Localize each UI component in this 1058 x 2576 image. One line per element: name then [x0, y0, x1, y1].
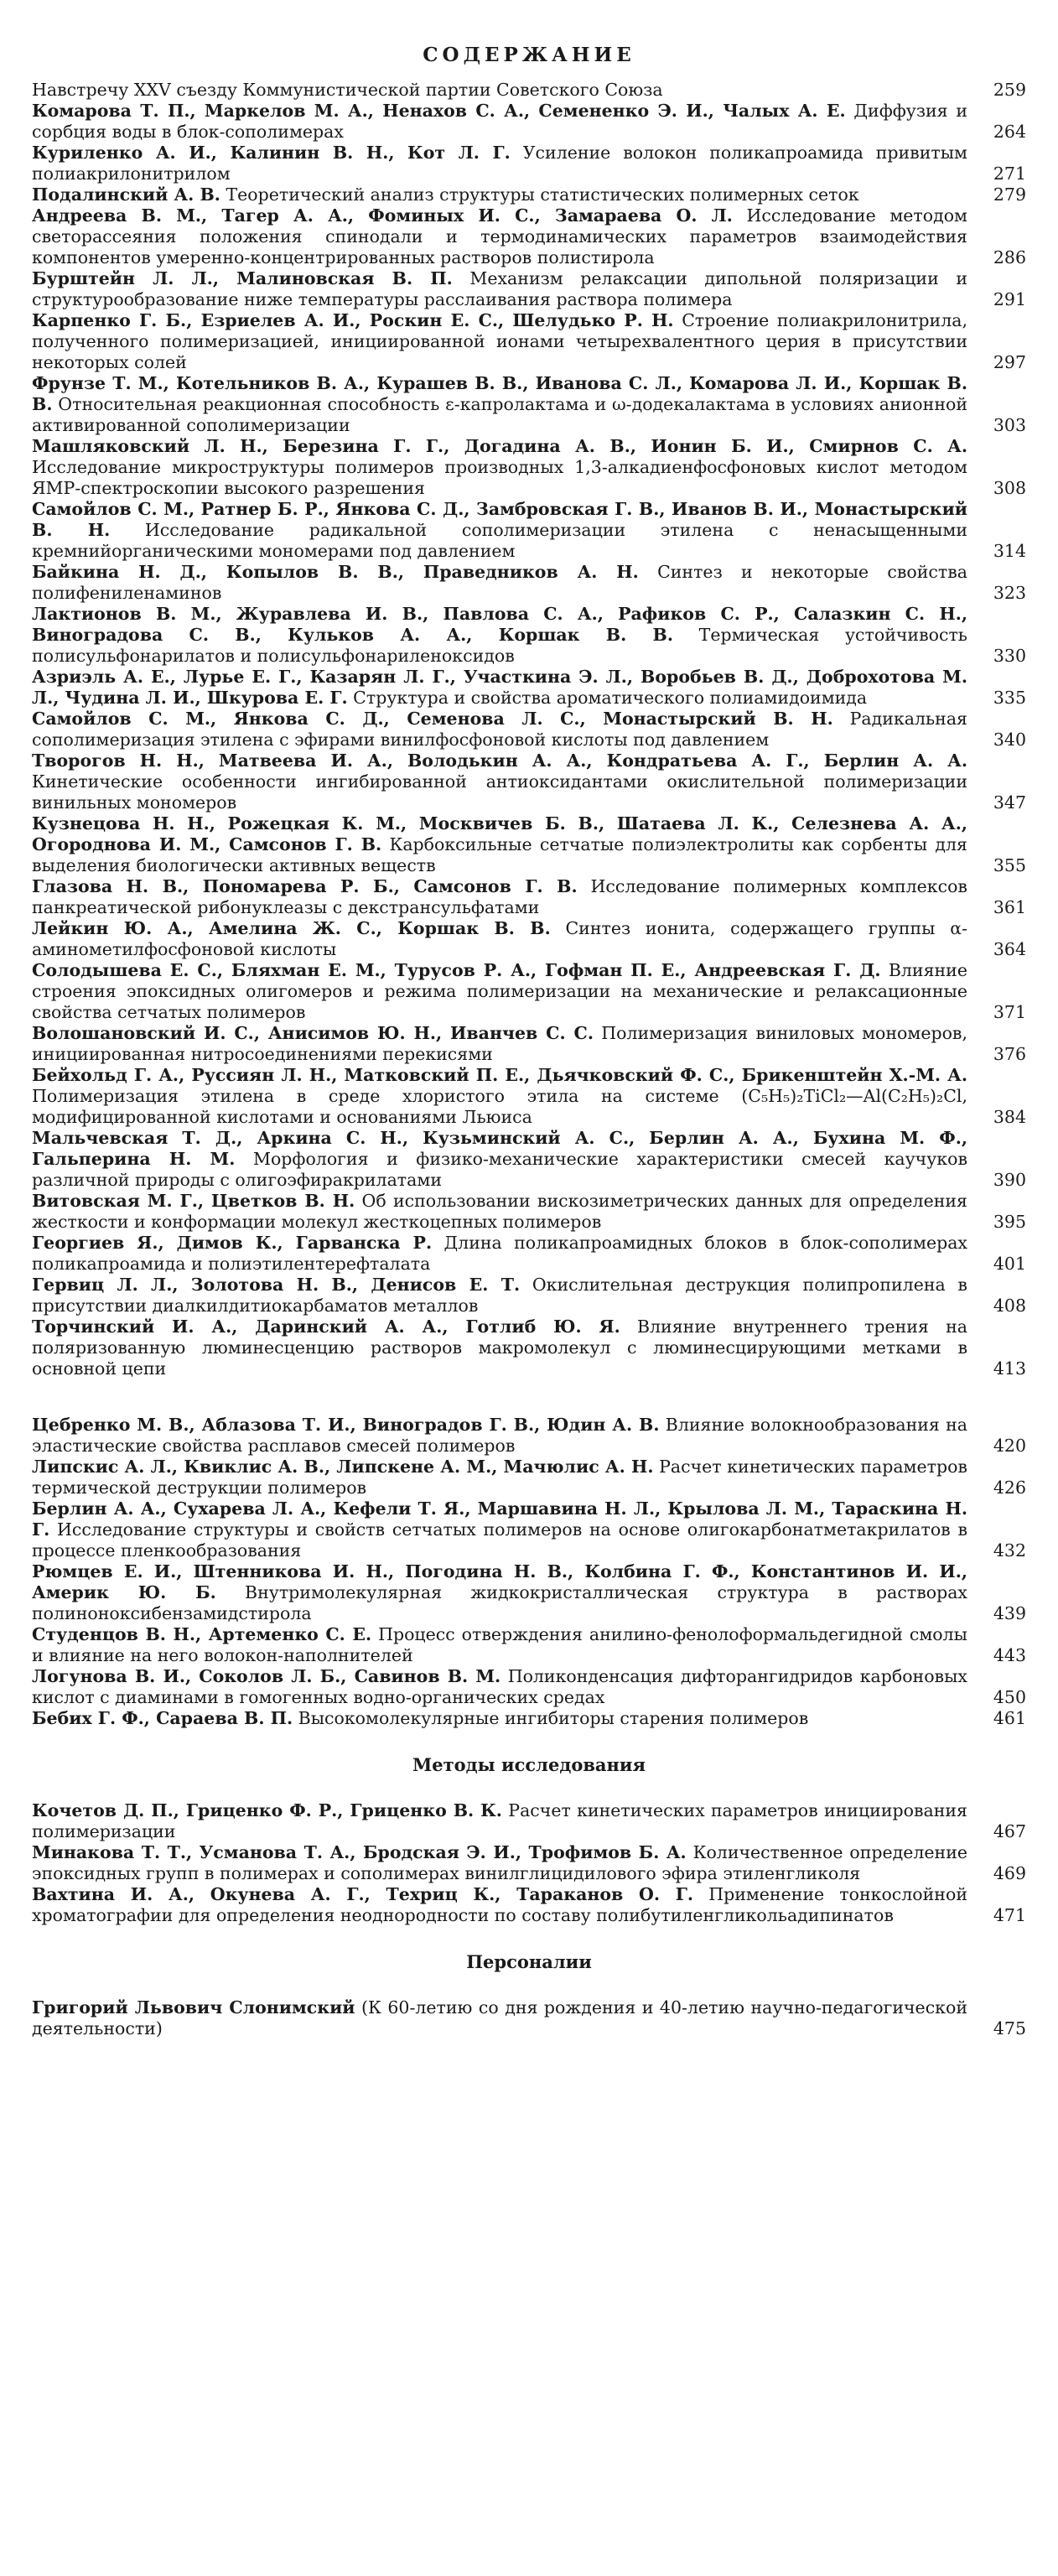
- toc-entry[interactable]: [32, 101, 1026, 143]
- entry-page: 467: [993, 1821, 1026, 1841]
- entry-page: 271: [993, 164, 1026, 184]
- entry-authors: Берлин А. А., Сухарева Л. А., Кефели Т. Я., Маршавина Н. Л., Крылова Л. М., Тараскина Н. Г.: [32, 1498, 967, 1540]
- entry-title: Количественное определение эпоксидных групп в полимерах и сополимерах винилглицидилового эфира этиленгликоля: [32, 1842, 967, 1883]
- entry-title: Полимеризация этилена в среде хлористого этила на системе (C₅H₅)₂TiCl₂—Al(C₂H₅)₂Cl, модифицированной кислотами и основаниями Льюиса: [32, 1086, 967, 1127]
- entry-title: Исследование радикальной сополимеризации этилена с ненасыщенными кремнийорганическими мономерами под давлением: [32, 520, 967, 561]
- toc-entry[interactable]: [32, 1275, 1026, 1317]
- entry-title: Влияние внутреннего трения на поляризованную люминесценцию растворов макромолекул с люминесцирующими метками в основной цепи: [32, 1317, 967, 1379]
- entry-authors: Торчинский И. А., Даринский А. А., Готлиб Ю. Я.: [32, 1317, 620, 1337]
- entry-page: 308: [993, 478, 1026, 498]
- entry-page: 286: [993, 247, 1026, 267]
- toc-entry[interactable]: [32, 268, 1026, 310]
- entry-title: Навстречу XXV съезду Коммунистической партии Советского Союза: [32, 80, 663, 100]
- entry-page: 413: [993, 1358, 1026, 1379]
- toc-entry[interactable]: [32, 1800, 1026, 1842]
- entry-authors: Самойлов С. М., Ратнер Б. Р., Янкова С. Д., Замбровская Г. В., Иванов В. И., Монастырский В. Н.: [32, 499, 967, 540]
- toc-entry[interactable]: [32, 960, 1026, 1023]
- entry-title: Полимеризация виниловых мономеров, инициированная нитросоединениями перекисями: [32, 1023, 967, 1064]
- entry-title: Влияние волокнообразования на эластические свойства расплавов смесей полимеров: [32, 1415, 967, 1456]
- entry-authors: Бейхольд Г. А., Руссиян Л. Н., Матковский П. Е., Дьячковский Ф. С., Брикенштейн Х.-М. А.: [32, 1065, 967, 1085]
- entry-page: 361: [993, 897, 1026, 917]
- contents-part-3: [32, 1800, 1026, 1926]
- toc-entry[interactable]: [32, 1708, 1026, 1729]
- entry-authors: Творогов Н. Н., Матвеева И. А., Володькин А. А., Кондратьева А. Г., Берлин А. А.: [32, 750, 967, 771]
- toc-entry[interactable]: [32, 143, 1026, 184]
- entry-page: 408: [993, 1296, 1026, 1316]
- entry-authors: Солодышева Е. С., Бляхман Е. М., Турусов Р. А., Гофман П. Е., Андреевская Г. Д.: [32, 960, 881, 980]
- entry-authors: Карпенко Г. Б., Езриелев А. И., Роскин Е. С., Шелудько Р. Н.: [32, 310, 674, 330]
- entry-page: 376: [993, 1044, 1026, 1064]
- toc-entry[interactable]: [32, 1666, 1026, 1708]
- entry-authors: Липскис А. Л., Квиклис А. В., Липскене А. М., Мачюлис А. Н.: [32, 1457, 654, 1477]
- entry-authors: Фрунзе Т. М., Котельников В. А., Курашев В. В., Иванова С. Л., Комарова Л. И., Коршак В. В.: [32, 373, 967, 414]
- entry-title: Кинетические особенности ингибированной антиоксидантами окислительной полимеризации винильных мономеров: [32, 771, 967, 813]
- entry-page: 461: [993, 1708, 1026, 1728]
- entry-authors: Студенцов В. Н., Артеменко С. Е.: [32, 1624, 372, 1644]
- entry-title: Диффузия и сорбция воды в блок-сополимерах: [32, 101, 967, 142]
- entry-page: 443: [993, 1645, 1026, 1665]
- entry-page: 314: [993, 541, 1026, 561]
- entry-title: Исследование микроструктуры полимеров производных 1,3-алкадиенфосфоновых кислот методом ЯМР-спектроскопии высокого разрешения: [32, 457, 967, 498]
- toc-entry[interactable]: [32, 1498, 1026, 1561]
- toc-entry[interactable]: [32, 1457, 1026, 1498]
- entry-page: 420: [993, 1436, 1026, 1456]
- entry-authors: Подалинский А. В.: [32, 184, 220, 205]
- entry-page: 439: [993, 1603, 1026, 1623]
- section-heading-methods: Методы исследования: [412, 1754, 646, 1775]
- contents-part-2: [32, 1415, 1026, 1729]
- toc-entry[interactable]: [32, 709, 1026, 750]
- entry-page: 279: [993, 184, 1026, 205]
- entry-page: 450: [993, 1687, 1026, 1707]
- entry-authors: Мальчевская Т. Д., Аркина С. Н., Кузьминский А. С., Берлин А. А., Бухина М. Ф., Гальперина Н. М.: [32, 1128, 967, 1169]
- entry-title: Исследование методом светорассеяния положения спинодали и термодинамических параметров взаимодействия компонентов умеренно-концентрированных растворов полистирола: [32, 205, 967, 267]
- toc-entry[interactable]: [32, 1191, 1026, 1233]
- entry-title: Применение тонкослойной хроматографии для определения неоднородности по составу полибутиленгликольадипинатов: [32, 1884, 967, 1925]
- section-spacer: [32, 1972, 1026, 1997]
- toc-entry[interactable]: [32, 750, 1026, 813]
- entry-authors: Куриленко А. И., Калинин В. Н., Кот Л. Г.: [32, 143, 511, 163]
- toc-entry[interactable]: [32, 562, 1026, 604]
- contents-page: [32, 44, 1026, 2039]
- toc-entry[interactable]: [32, 310, 1026, 373]
- entry-title: Механизм релаксации дипольной поляризации и структурообразование ниже температуры расслаивания раствора полимера: [32, 268, 967, 309]
- entry-authors: Григорий Львович Слонимский: [32, 1997, 355, 2018]
- toc-entry[interactable]: [32, 1561, 1026, 1624]
- entry-authors: Волошановский И. С., Анисимов Ю. Н., Иванчев С. С.: [32, 1023, 594, 1043]
- entry-authors: Бурштейн Л. Л., Малиновская В. П.: [32, 268, 453, 288]
- entry-page: 401: [993, 1254, 1026, 1274]
- toc-entry[interactable]: [32, 1233, 1026, 1275]
- entry-page: 340: [993, 730, 1026, 750]
- toc-entry[interactable]: [32, 876, 1026, 918]
- entry-authors: Витовская М. Г., Цветков В. Н.: [32, 1191, 355, 1211]
- entry-authors: Кузнецова Н. Н., Рожецкая К. М., Москвичев Б. В., Шатаева Л. К., Селезнева А. А., Огороднова И. М., Самсонов Г. В.: [32, 813, 967, 854]
- entry-page: 364: [993, 939, 1026, 959]
- entry-authors: Цебренко М. В., Аблазова Т. И., Виноградов Г. В., Юдин А. В.: [32, 1415, 660, 1435]
- entry-page: 264: [993, 122, 1026, 142]
- toc-entry[interactable]: [32, 1128, 1026, 1191]
- toc-entry[interactable]: [32, 499, 1026, 562]
- entry-title: Термическая устойчивость полисульфонарилатов и полисульфонариленоксидов: [32, 625, 967, 666]
- section-spacer: [32, 1379, 1026, 1415]
- entry-page: 471: [993, 1905, 1026, 1925]
- entry-page: 432: [993, 1540, 1026, 1561]
- entry-title: Поликонденсация дифторангидридов карбоновых кислот с диаминами в гомогенных водно-органических средах: [32, 1666, 967, 1707]
- entry-authors: Лейкин Ю. А., Амелина Ж. С., Коршак В. В.: [32, 918, 551, 938]
- toc-entry[interactable]: [32, 184, 1026, 205]
- entry-authors: Рюмцев Е. И., Штенникова И. Н., Погодина Н. В., Колбина Г. Ф., Константинов И. И., Америк Ю. Б.: [32, 1561, 967, 1602]
- entry-page: 323: [993, 583, 1026, 603]
- entry-authors: Комарова Т. П., Маркелов М. А., Ненахов С. А., Семененко Э. И., Чалых А. Е.: [32, 101, 846, 121]
- entry-title: Высокомолекулярные ингибиторы старения полимеров: [298, 1708, 809, 1728]
- entry-authors: Кочетов Д. П., Гриценко Ф. Р., Гриценко В. К.: [32, 1800, 502, 1820]
- toc-entry[interactable]: [32, 813, 1026, 876]
- entry-title: Исследование структуры и свойств сетчатых полимеров на основе олигокарбонатметакрилатов в процессе пленкообразования: [32, 1519, 967, 1561]
- entry-page: 297: [993, 352, 1026, 372]
- entry-title: Морфология и физико-механические характеристики смесей каучуков различной природы с олигоэфиракрилатами: [32, 1149, 967, 1190]
- contents-part-4: [32, 1997, 1026, 2039]
- toc-entry[interactable]: [32, 1317, 1026, 1379]
- entry-title: Строение полиакрилонитрила, полученного полимеризацией, инициированной ионами четырехвалентного церия в присутствии некоторых солей: [32, 310, 967, 372]
- toc-entry[interactable]: [32, 80, 1026, 101]
- toc-entry[interactable]: [32, 1415, 1026, 1457]
- section-spacer: [32, 1926, 1026, 1951]
- toc-entry[interactable]: [32, 1842, 1026, 1884]
- entry-authors: Бебих Г. Ф., Сараева В. П.: [32, 1708, 293, 1728]
- entry-authors: Гервиц Л. Л., Золотова Н. В., Денисов Е. Т.: [32, 1275, 521, 1295]
- section-spacer: [32, 1729, 1026, 1754]
- toc-entry[interactable]: [32, 604, 1026, 667]
- toc-entry[interactable]: [32, 918, 1026, 960]
- section-heading-persons: Персоналии: [466, 1951, 592, 1972]
- entry-authors: Лактионов В. М., Журавлева И. В., Павлова С. А., Рафиков С. Р., Салазкин С. Н., Виноградова С. В., Кульков А. А., Коршак В. В.: [32, 604, 967, 645]
- entry-title: Расчет кинетических параметров термической деструкции полимеров: [32, 1457, 967, 1498]
- entry-page: 395: [993, 1212, 1026, 1232]
- toc-entry[interactable]: [32, 1023, 1026, 1065]
- entry-title: Окислительная деструкция полипропилена в присутствии диалкилдитиокарбаматов металлов: [32, 1275, 967, 1316]
- entry-page: 469: [993, 1863, 1026, 1883]
- entry-title: Синтез ионита, содержащего группы α-аминометилфосфоновой кислоты: [32, 918, 967, 959]
- entry-authors: Самойлов С. М., Янкова С. Д., Семенова Л. С., Монастырский В. Н.: [32, 709, 833, 729]
- toc-entry[interactable]: [32, 1997, 1026, 2039]
- entry-page: 475: [993, 2018, 1026, 2038]
- entry-page: 291: [993, 289, 1026, 309]
- entry-page: 330: [993, 646, 1026, 666]
- section-spacer: [32, 1775, 1026, 1800]
- entry-authors: Азриэль А. Е., Лурье Е. Г., Казарян Л. Г., Участкина Э. Л., Воробьев В. Д., Доброхотова М. Л., Чудина Л. И., Шкурова Е. Г.: [32, 667, 967, 708]
- entry-authors: Глазова Н. В., Пономарева Р. Б., Самсонов Г. В.: [32, 876, 578, 896]
- entry-page: 259: [993, 80, 1026, 100]
- entry-title: Структура и свойства ароматического полиамидоимида: [353, 688, 868, 708]
- entry-page: 347: [993, 792, 1026, 813]
- entry-title: Процесс отверждения анилино-фенолоформальдегидной смолы и влияние на него волокон-наполнителей: [32, 1624, 967, 1665]
- contents-title: СОДЕРЖАНИЕ: [423, 44, 635, 66]
- entry-title: Внутримолекулярная жидкокристаллическая структура в растворах полиноноксибензамидстирола: [32, 1582, 967, 1623]
- entry-title: Длина поликапроамидных блоков в блок-сополимерах поликапроамида и полиэтилентерефталата: [32, 1233, 967, 1274]
- entry-title: (К 60-летию со дня рождения и 40-летию научно-педагогической деятельности): [32, 1997, 967, 2038]
- entry-title: Об использовании вискозиметрических данных для определения жесткости и конформации молекул жесткоцепных полимеров: [32, 1191, 967, 1232]
- entry-title: Усиление волокон поликапроамида привитым полиакрилонитрилом: [32, 143, 967, 184]
- entry-title: Влияние строения эпоксидных олигомеров и режима полимеризации на механические и релаксационные свойства сетчатых полимеров: [32, 960, 967, 1022]
- contents-part-1: [32, 80, 1026, 1379]
- entry-page: 384: [993, 1107, 1026, 1127]
- entry-title: Расчет кинетических параметров инициирования полимеризации: [32, 1800, 967, 1841]
- entry-page: 390: [993, 1170, 1026, 1190]
- entry-page: 303: [993, 415, 1026, 435]
- entry-title: Теоретический анализ структуры статистических полимерных сеток: [226, 184, 859, 205]
- entry-authors: Байкина Н. Д., Копылов В. В., Праведников А. Н.: [32, 562, 639, 582]
- toc-entry[interactable]: [32, 667, 1026, 709]
- entry-title: Относительная реакционная способность ε-капролактама и ω-додекалактама в условиях анионной активированной сополимеризации: [32, 394, 967, 435]
- entry-page: 335: [993, 688, 1026, 708]
- entry-title: Карбоксильные сетчатые полиэлектролиты как сорбенты для выделения биологически активных веществ: [32, 834, 967, 875]
- entry-title: Радикальная сополимеризация этилена с эфирами винилфосфоновой кислоты под давлением: [32, 709, 967, 750]
- toc-entry[interactable]: [32, 436, 1026, 499]
- entry-authors: Вахтина И. А., Окунева А. Г., Техриц К., Тараканов О. Г.: [32, 1884, 694, 1904]
- entry-authors: Логунова В. И., Соколов Л. Б., Савинов В. М.: [32, 1666, 501, 1686]
- entry-page: 355: [993, 855, 1026, 875]
- entry-page: 371: [993, 1002, 1026, 1022]
- entry-authors: Георгиев Я., Димов К., Гарванска Р.: [32, 1233, 433, 1253]
- toc-entry[interactable]: [32, 1065, 1026, 1128]
- entry-authors: Минакова Т. Т., Усманова Т. А., Бродская Э. И., Трофимов Б. А.: [32, 1842, 687, 1862]
- entry-authors: Андреева В. М., Тагер А. А., Фоминых И. С., Замараева О. Л.: [32, 205, 733, 226]
- entry-authors: Машляковский Л. Н., Березина Г. Г., Догадина А. В., Ионин Б. И., Смирнов С. А.: [32, 436, 967, 456]
- entry-title: Исследование полимерных комплексов панкреатической рибонуклеазы с декстрансульфатами: [32, 876, 967, 917]
- entry-title: Синтез и некоторые свойства полифениленаминов: [32, 562, 967, 603]
- toc-entry[interactable]: [32, 373, 1026, 436]
- entry-page: 426: [993, 1478, 1026, 1498]
- toc-entry[interactable]: [32, 1884, 1026, 1926]
- toc-entry[interactable]: [32, 1624, 1026, 1666]
- toc-entry[interactable]: [32, 205, 1026, 268]
